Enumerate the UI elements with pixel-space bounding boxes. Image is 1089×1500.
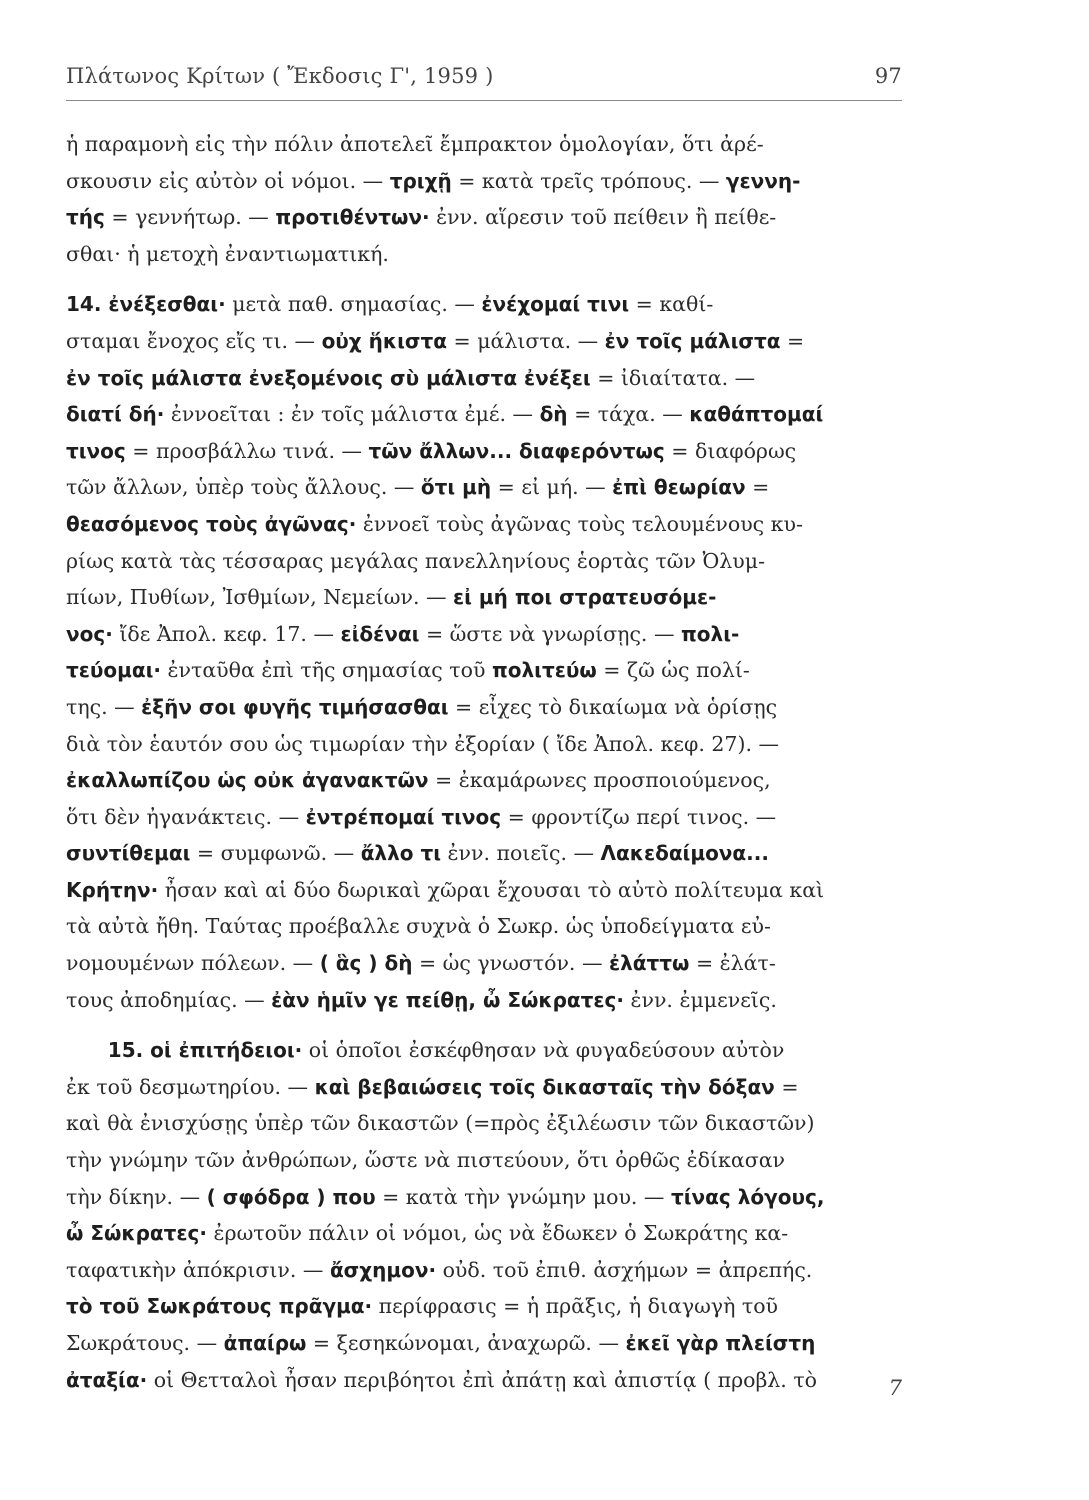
gloss-text: = xyxy=(745,475,770,500)
text-line xyxy=(66,762,902,799)
text-line xyxy=(66,945,902,982)
lemma-term: Λακεδαίμονα... xyxy=(600,841,769,866)
gloss-text: = ἐλάτ- xyxy=(689,951,776,976)
gloss-text: = προσβάλλω τινά. — xyxy=(125,438,369,463)
lemma-term: ἀπαίρω xyxy=(223,1331,307,1355)
lemma-term: οὐχ ἥκιστα xyxy=(321,328,447,353)
text-line xyxy=(66,1179,902,1216)
gloss-text: = καθί- xyxy=(629,292,714,317)
lemma-term: 15. οἱ ἐπιτήδειοι· xyxy=(66,1038,303,1063)
lemma-term: συντίθεμαι xyxy=(66,841,191,866)
gloss-text: ἡ παραμονὴ εἰς τὴν πόλιν ἀποτελεῖ ἔμπρακτον ὁμολογίαν, ὅτι ἀρέ- xyxy=(66,132,764,156)
gloss-text: οἱ ὁποῖοι ἐσκέφθησαν νὰ φυγαδεύσουν αὐτὸν xyxy=(302,1038,785,1063)
lemma-term: τίνας λόγους, xyxy=(670,1184,825,1209)
gloss-text: μετὰ παθ. σημασίας. — xyxy=(225,292,482,317)
gloss-text: = ἰδιαίτατα. — xyxy=(590,365,756,390)
gloss-text: = ζῶ ὡς πολί- xyxy=(596,658,750,683)
gloss-text: ἐνν. ἐμμενεῖς. xyxy=(623,987,777,1012)
gloss-text: = διαφόρως xyxy=(664,438,797,463)
lemma-term: πολιτεύω xyxy=(491,658,597,683)
lemma-term: ἄλλο τι xyxy=(360,841,441,866)
lemma-term: ἐπὶ θεωρίαν xyxy=(612,475,746,500)
lemma-term: Κρήτην· xyxy=(66,877,159,902)
gloss-text: = γεννήτωρ. — xyxy=(104,205,276,230)
gloss-text: ταφατικὴν ἀπόκρισιν. — xyxy=(66,1257,330,1282)
gloss-text: τους ἀποδημίας. — xyxy=(66,987,272,1012)
lemma-term: διατί δή· xyxy=(66,402,165,427)
gloss-text: = ξεσηκώνομαι, ἀναχωρῶ. — xyxy=(306,1331,626,1355)
gloss-text: ρίως κατὰ τὰς τέσσαρας μεγάλας πανελληνίους ἑορτὰς τῶν Ὀλυμ- xyxy=(66,548,765,573)
text-line xyxy=(66,689,902,726)
gloss-text: = xyxy=(780,328,805,353)
lemma-term: ( σφόδρα ) που xyxy=(206,1184,376,1209)
paragraph-gap xyxy=(66,1018,902,1032)
lemma-term: τινος xyxy=(66,438,126,463)
text-line xyxy=(66,799,902,836)
lemma-term: ἐκεῖ γὰρ πλείστη xyxy=(625,1331,816,1355)
text-line xyxy=(66,652,902,689)
page-number: 97 xyxy=(874,64,902,88)
lemma-term: ὅτι μὴ xyxy=(420,475,492,500)
lemma-term: προτιθέντων· xyxy=(275,205,430,230)
lemma-term: ἐξῆν σοι φυγῆς τιμήσασθαι xyxy=(141,694,449,719)
text-line xyxy=(66,1105,902,1142)
gloss-text: καὶ θὰ ἐνισχύσῃς ὑπὲρ τῶν δικαστῶν (=πρὸς ἐξιλέωσιν τῶν δικαστῶν) xyxy=(66,1111,815,1136)
text-line xyxy=(66,1252,902,1289)
lemma-term: τὸ τοῦ Σωκράτους πρᾶγμα· xyxy=(66,1294,373,1319)
text-line xyxy=(66,1069,902,1106)
text-line xyxy=(66,982,902,1019)
lemma-term: θεασόμενος τοὺς ἀγῶνας· xyxy=(66,511,357,536)
text-line xyxy=(66,360,902,397)
running-head xyxy=(66,64,902,88)
gloss-text: σκουσιν εἰς αὐτὸν οἱ νόμοι. — xyxy=(66,168,390,193)
gloss-text: ἦσαν καὶ αἱ δύο δωρικαὶ χῶραι ἔχουσαι τὸ αὐτὸ πολίτευμα καὶ xyxy=(158,877,825,902)
gloss-text: = ὡς γνωστόν. — xyxy=(412,951,609,976)
paragraph-gap xyxy=(66,272,902,286)
text-line xyxy=(66,1215,902,1252)
gloss-text: περίφρασις = ἡ πρᾶξις, ἡ διαγωγὴ τοῦ xyxy=(372,1294,779,1319)
text-line xyxy=(66,396,902,433)
lemma-term: ἐντρέπομαί τινος xyxy=(305,804,502,829)
signature-mark: 7 xyxy=(888,1376,902,1400)
text-line xyxy=(66,506,902,543)
gloss-text: διὰ τὸν ἑαυτόν σου ὡς τιμωρίαν τὴν ἐξορίαν ( ἴδε Ἀπολ. κεφ. 27). — xyxy=(66,731,779,756)
gloss-text: της. — xyxy=(66,694,142,719)
lemma-term: ἐὰν ἡμῖν γε πείθῃ, ὦ Σώκρατες· xyxy=(271,987,624,1012)
text-line xyxy=(66,433,902,470)
lemma-term: ἄσχημον· xyxy=(329,1257,437,1282)
gloss-text: ἐννοεῖται : ἐν τοῖς μάλιστα ἐμέ. — xyxy=(164,402,540,427)
gloss-text: = εἶχες τὸ δικαίωμα νὰ ὁρίσῃς xyxy=(448,694,778,719)
lemma-term: νος· xyxy=(66,621,113,646)
gloss-text: ἐννοεῖ τοὺς ἀγῶνας τοὺς τελουμένους κυ- xyxy=(356,511,803,536)
gloss-text: τὰ αὐτὰ ἤθη. Ταύτας προέβαλλε συχνὰ ὁ Σωκρ. ὡς ὑποδείγματα εὐ- xyxy=(66,914,771,939)
lemma-term: καθάπτομαί xyxy=(689,402,824,427)
text-line xyxy=(66,835,902,872)
gloss-text: πίων, Πυθίων, Ἰσθμίων, Νεμείων. — xyxy=(66,585,454,610)
running-head-title: Πλάτωνος Κρίτων ( Ἔκδοσις Γ', 1959 ) xyxy=(66,64,494,88)
text-line xyxy=(66,908,902,945)
lemma-term: ἐνέχομαί τινι xyxy=(481,292,630,317)
gloss-text: ἐρωτοῦν πάλιν οἱ νόμοι, ὡς νὰ ἔδωκεν ὁ Σωκράτης κα- xyxy=(207,1221,789,1246)
text-line xyxy=(66,469,902,506)
gloss-text: ἐνταῦθα ἐπὶ τῆς σημασίας τοῦ xyxy=(161,658,492,683)
gloss-text: τὴν γνώμην τῶν ἀνθρώπων, ὥστε νὰ πιστεύουν, ὅτι ὀρθῶς ἐδίκασαν xyxy=(66,1148,786,1173)
text-line xyxy=(66,543,902,580)
lemma-term: δὴ xyxy=(539,402,568,427)
lemma-term: τεύομαι· xyxy=(66,658,161,683)
lemma-term: ἐν τοῖς μάλιστα ἐνεξομένοις σὺ μάλιστα ἐνέξει xyxy=(66,365,591,390)
gloss-text: = μάλιστα. — xyxy=(447,328,605,353)
gloss-text: ὅτι δὲν ἠγανάκτεις. — xyxy=(66,804,306,829)
lemma-term: τῶν ἄλλων... διαφερόντως xyxy=(368,438,665,463)
lemma-term: εἰ μή ποι στρατευσόμε- xyxy=(453,585,717,610)
gloss-text: = xyxy=(774,1074,799,1099)
lemma-term: ἐν τοῖς μάλιστα xyxy=(604,328,781,353)
text-line xyxy=(66,323,902,360)
header-rule xyxy=(66,100,902,101)
gloss-text: = τάχα. — xyxy=(567,402,690,427)
gloss-text: ἐνν. αἵρεσιν τοῦ πείθειν ἢ πείθε- xyxy=(429,205,777,230)
commentary-text xyxy=(66,126,902,1398)
lemma-term: εἰδέναι xyxy=(340,621,420,646)
gloss-text: σταμαι ἔνοχος εἴς τι. — xyxy=(66,328,322,353)
gloss-text: Σωκράτους. — xyxy=(66,1331,224,1355)
text-line xyxy=(66,163,902,200)
lemma-term: ἐλάττω xyxy=(608,951,690,976)
text-line xyxy=(66,726,902,763)
text-line xyxy=(66,1362,902,1399)
text-line xyxy=(66,872,902,909)
text-line xyxy=(66,126,902,163)
gloss-text: σθαι· ἡ μετοχὴ ἐναντιωματική. xyxy=(66,241,389,266)
lemma-term: ( ἃς ) δὴ xyxy=(319,951,413,976)
gloss-text: = φροντίζω περί τινος. — xyxy=(501,804,777,829)
gloss-text: = κατὰ τρεῖς τρόπους. — xyxy=(451,168,726,193)
text-line xyxy=(66,1142,902,1179)
text-line xyxy=(66,286,902,323)
lemma-term: πολι- xyxy=(680,621,740,646)
gloss-text: ἐνν. ποιεῖς. — xyxy=(441,841,601,866)
gloss-text: οὐδ. τοῦ ἐπιθ. ἀσχήμων = ἀπρεπής. xyxy=(436,1257,813,1282)
lemma-term: τής xyxy=(66,205,105,230)
gloss-text: ἴδε Ἀπολ. κεφ. 17. — xyxy=(112,621,341,646)
gloss-text: οἱ Θετταλοὶ ἦσαν περιβόητοι ἐπὶ ἀπάτῃ καὶ ἀπιστίᾳ ( προβλ. τὸ xyxy=(147,1367,818,1392)
text-line xyxy=(66,579,902,616)
lemma-term: τριχῇ xyxy=(389,168,452,193)
text-line xyxy=(66,199,902,236)
gloss-text: = εἰ μή. — xyxy=(491,475,613,500)
gloss-text: τῶν ἄλλων, ὑπὲρ τοὺς ἄλλους. — xyxy=(66,475,421,500)
lemma-term: γεννη- xyxy=(725,168,801,193)
text-line xyxy=(66,1032,902,1069)
gloss-text: ἐκ τοῦ δεσμωτηρίου. — xyxy=(66,1074,315,1099)
lemma-term: καὶ βεβαιώσεις τοῖς δικασταῖς τὴν δόξαν xyxy=(314,1074,775,1099)
text-line xyxy=(66,236,902,273)
text-line xyxy=(66,1325,902,1362)
text-line xyxy=(66,1288,902,1325)
lemma-term: ἐκαλλωπίζου ὡς οὐκ ἀγανακτῶν xyxy=(66,768,429,793)
gloss-text: = ὥστε νὰ γνωρίσῃς. — xyxy=(419,621,681,646)
text-line xyxy=(66,616,902,653)
gloss-text: τὴν δίκην. — xyxy=(66,1184,207,1209)
lemma-term: ὦ Σώκρατες· xyxy=(66,1221,208,1246)
lemma-term: 14. ἐνέξεσθαι· xyxy=(66,292,226,317)
gloss-text: = κατὰ τὴν γνώμην μου. — xyxy=(375,1184,671,1209)
gloss-text: νομουμένων πόλεων. — xyxy=(66,951,320,976)
gloss-text: = συμφωνῶ. — xyxy=(190,841,361,866)
gloss-text: = ἐκαμάρωνες προσποιούμενος, xyxy=(428,768,771,793)
lemma-term: ἀταξία· xyxy=(66,1367,148,1392)
